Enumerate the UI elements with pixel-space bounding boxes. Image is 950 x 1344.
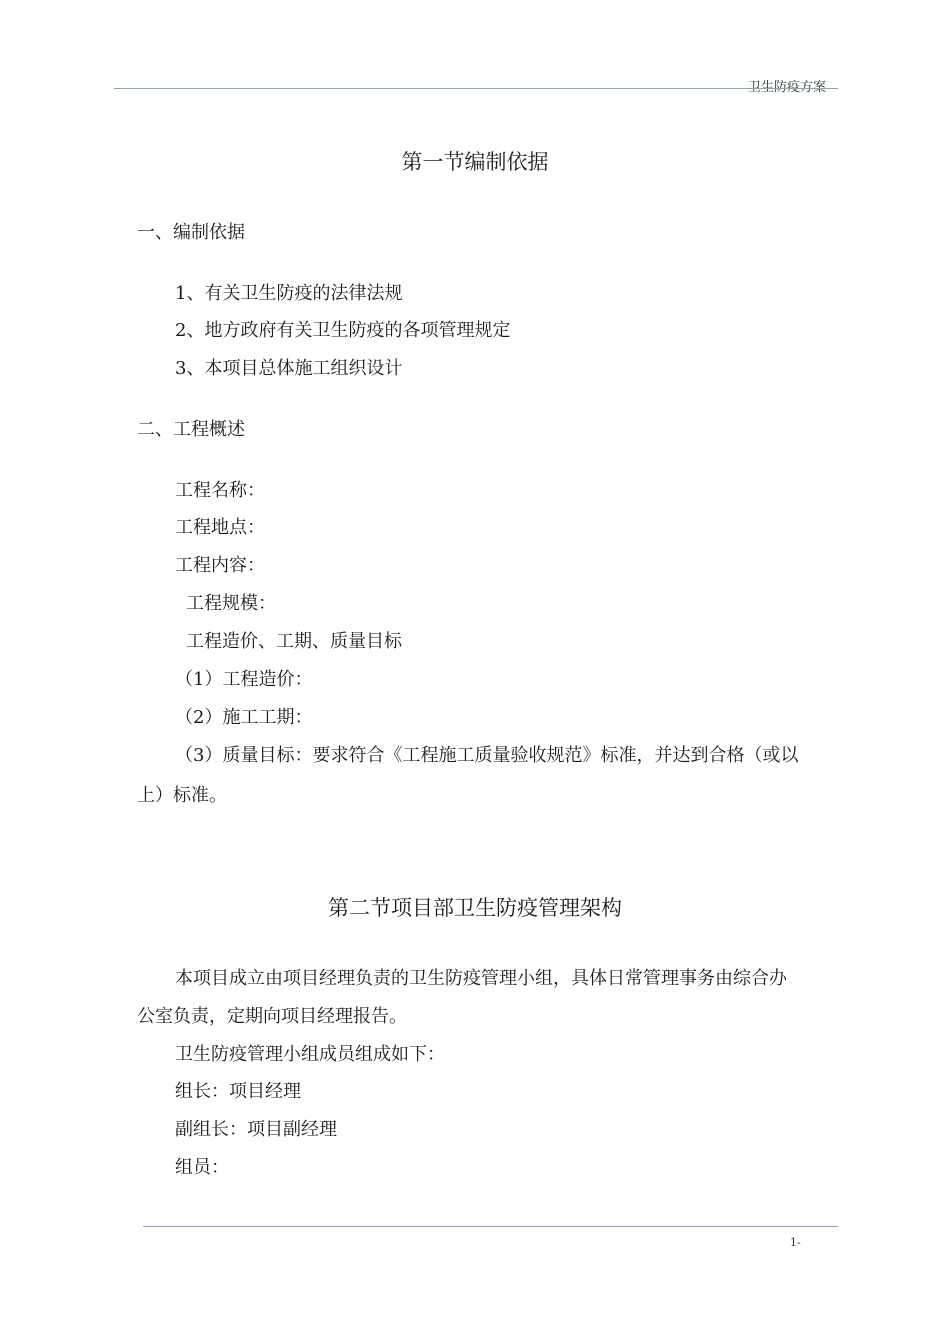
deputy-leader: 副组长：项目副经理: [175, 1119, 337, 1140]
basis-item-3: 3、本项目总体施工组织设计: [175, 358, 403, 379]
field-project-content: 工程内容：: [175, 555, 265, 576]
footer-divider: [143, 1226, 838, 1227]
field-construction-period: （2）施工工期：: [175, 707, 313, 728]
field-project-cost: （1）工程造价：: [175, 669, 313, 690]
section2-intro-line1: 本项目成立由项目经理负责的卫生防疫管理小组，具体日常管理事务由综合办: [175, 968, 787, 989]
part1-heading: 一、编制依据: [137, 222, 245, 243]
team-leader: 组长：项目经理: [175, 1081, 301, 1102]
section2-title: 第二节项目部卫生防疫管理架构: [328, 896, 622, 920]
basis-item-1: 1、有关卫生防疫的法律法规: [175, 283, 403, 304]
section1-title: 第一节编制依据: [401, 150, 549, 174]
team-members: 组员：: [175, 1157, 229, 1178]
field-project-scale: 工程规模：: [186, 593, 276, 614]
field-project-name: 工程名称：: [175, 480, 265, 501]
field-cost-schedule-quality: 工程造价、工期、质量目标: [186, 631, 402, 652]
quality-target-line1: （3）质量目标：要求符合《工程施工质量验收规范》标准，并达到合格（或以: [175, 745, 799, 766]
page-number: 1-: [790, 1236, 801, 1249]
header-divider: [114, 88, 838, 89]
basis-item-2: 2、地方政府有关卫生防疫的各项管理规定: [175, 320, 511, 341]
header-title: 卫生防疫方案: [747, 80, 826, 95]
field-project-location: 工程地点：: [175, 517, 265, 538]
section2-intro-line2: 公室负责，定期向项目经理报告。: [137, 1006, 407, 1027]
quality-target-line2: 上）标准。: [137, 785, 227, 806]
part2-heading: 二、工程概述: [137, 419, 245, 440]
members-heading: 卫生防疫管理小组成员组成如下：: [175, 1044, 445, 1065]
